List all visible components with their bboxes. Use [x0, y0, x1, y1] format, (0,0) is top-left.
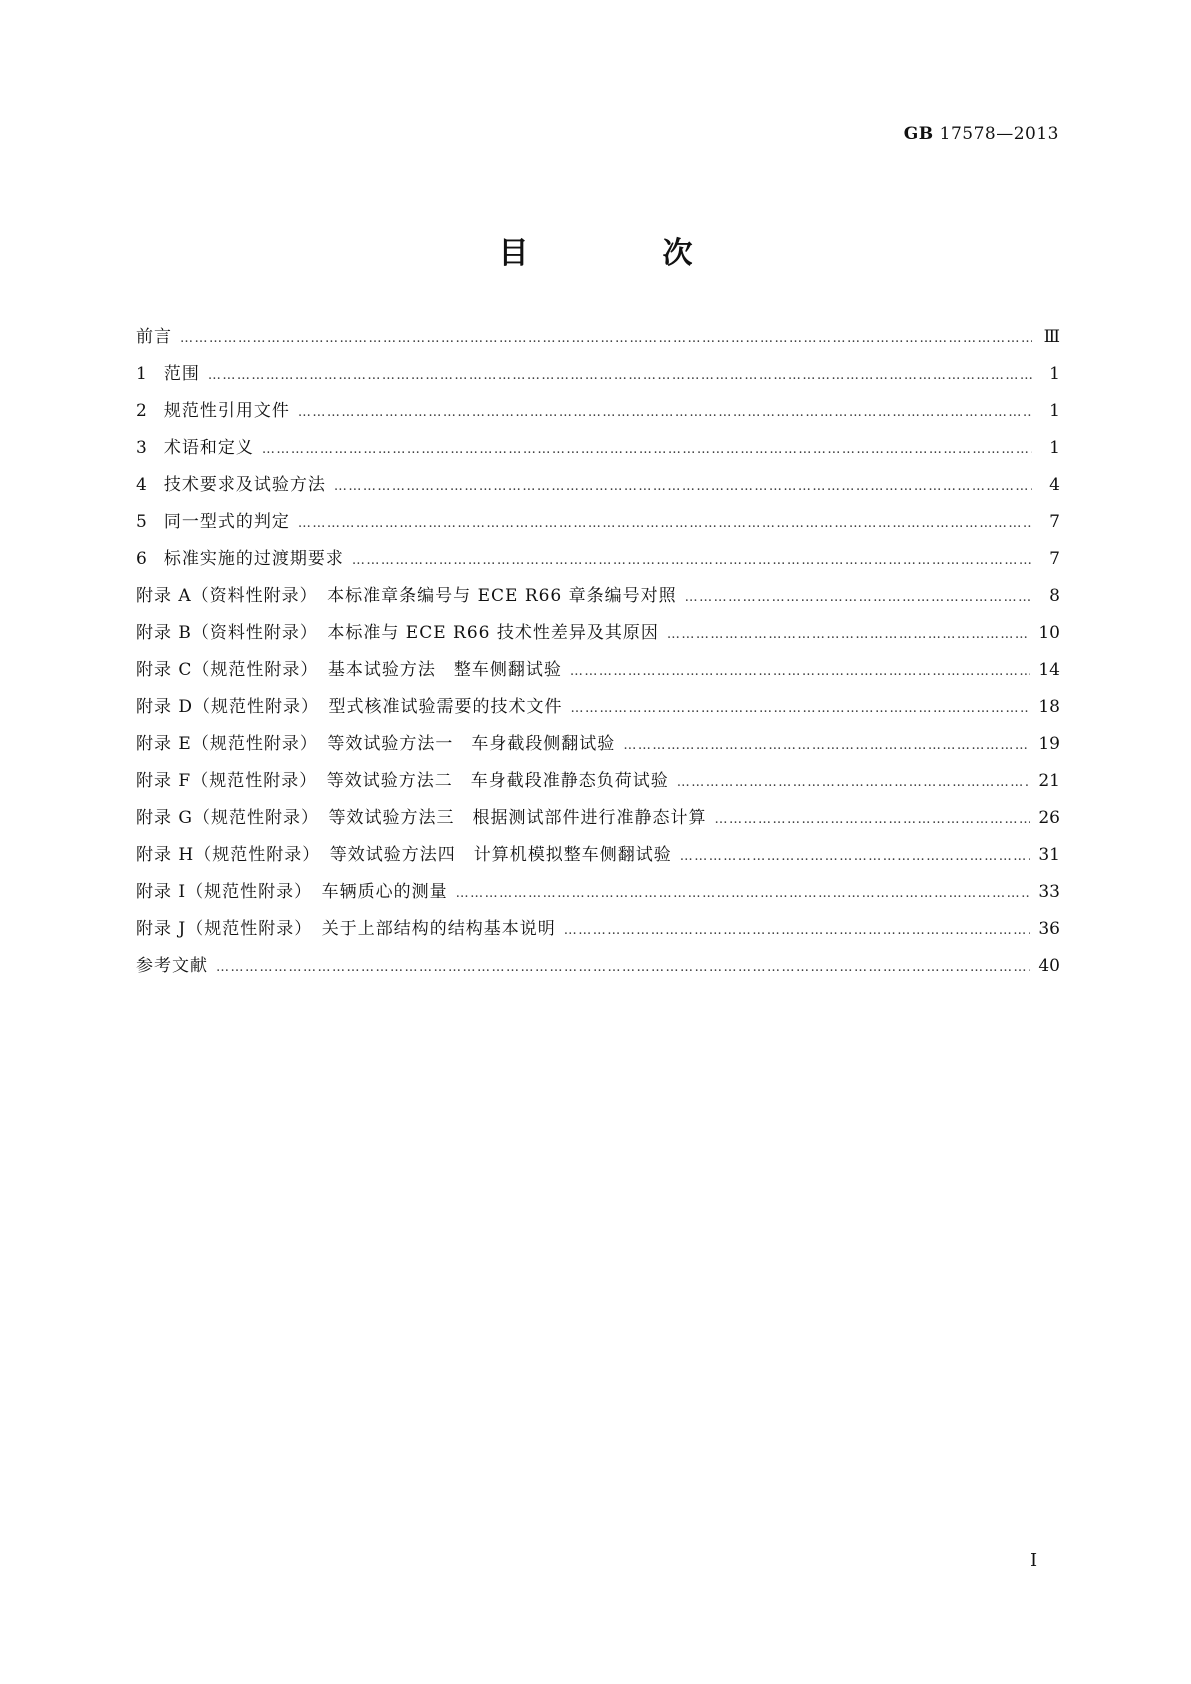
toc-entry[interactable] [136, 729, 1060, 766]
toc-entry-number: 3 [136, 438, 148, 458]
toc-entry-title [136, 914, 556, 939]
toc-entry-title [136, 877, 448, 902]
toc-dot-leader [180, 331, 1032, 346]
toc-entry-title [136, 766, 669, 791]
toc-entry-label: 附录 H（规范性附录） 等效试验方法四 计算机模拟整车侧翻试验 [136, 845, 672, 865]
toc-entry-title [136, 544, 344, 569]
toc-entry-number: 1 [136, 364, 148, 384]
toc-entry-number: 6 [136, 549, 148, 569]
toc-entry-label: 附录 I（规范性附录） 车辆质心的测量 [136, 882, 448, 902]
toc-entry-page: 1 [1049, 401, 1060, 421]
toc-entry-title [136, 433, 254, 458]
toc-entry-title [136, 655, 562, 680]
toc-entry-label: 附录 G（规范性附录） 等效试验方法三 根据测试部件进行准静态计算 [136, 808, 707, 828]
toc-entry[interactable] [136, 766, 1060, 803]
toc-entry-page: 26 [1038, 808, 1060, 828]
toc-entry-page: 1 [1049, 438, 1060, 458]
table-of-contents [136, 322, 1060, 988]
toc-entry-label: 技术要求及试验方法 [163, 475, 326, 495]
toc-entry-page: 40 [1038, 956, 1060, 976]
toc-entry-title [136, 729, 615, 754]
toc-dot-leader [667, 627, 1030, 642]
toc-entry[interactable] [136, 840, 1060, 877]
toc-entry-page: 18 [1038, 697, 1060, 717]
toc-entry-title [136, 951, 208, 976]
toc-entry[interactable] [136, 618, 1060, 655]
toc-entry-page: 21 [1038, 771, 1060, 791]
toc-entry-page: 19 [1038, 734, 1060, 754]
toc-entry-page: 1 [1049, 364, 1060, 384]
toc-entry-label: 术语和定义 [163, 438, 254, 458]
toc-dot-leader [570, 664, 1030, 679]
toc-entry-page: Ⅲ [1043, 327, 1060, 347]
toc-entry-title [136, 581, 677, 606]
toc-entry[interactable] [136, 433, 1060, 470]
toc-entry-label: 范围 [163, 364, 200, 384]
toc-entry-title [136, 322, 172, 347]
toc-entry-label: 参考文献 [136, 956, 208, 976]
toc-entry-page: 10 [1038, 623, 1060, 643]
toc-dot-leader [685, 590, 1032, 605]
toc-entry-number: 5 [136, 512, 148, 532]
toc-entry-label: 附录 F（规范性附录） 等效试验方法二 车身截段准静态负荷试验 [136, 771, 669, 791]
toc-entry-title [136, 840, 672, 865]
toc-dot-leader [298, 516, 1032, 531]
toc-entry[interactable] [136, 581, 1060, 618]
toc-entry-label: 同一型式的判定 [163, 512, 290, 532]
toc-entry-number: 4 [136, 475, 148, 495]
toc-entry-page: 7 [1049, 549, 1060, 569]
toc-entry-number: 2 [136, 401, 148, 421]
toc-entry-title [136, 692, 563, 717]
toc-dot-leader [208, 368, 1032, 383]
toc-entry-page: 33 [1038, 882, 1060, 902]
toc-entry-label: 附录 C（规范性附录） 基本试验方法 整车侧翻试验 [136, 660, 562, 680]
toc-dot-leader [298, 405, 1032, 420]
toc-entry-label: 附录 D（规范性附录） 型式核准试验需要的技术文件 [136, 697, 563, 717]
page-title: 目 次 [498, 236, 745, 271]
toc-entry-page: 36 [1038, 919, 1060, 939]
toc-entry-label: 规范性引用文件 [163, 401, 290, 421]
toc-dot-leader [714, 812, 1030, 827]
page-number: I [1030, 1550, 1038, 1571]
toc-entry-label: 附录 J（规范性附录） 关于上部结构的结构基本说明 [136, 919, 556, 939]
toc-dot-leader [571, 701, 1031, 716]
toc-entry[interactable] [136, 396, 1060, 433]
standard-code-number: 17578—2013 [939, 124, 1059, 144]
toc-entry-title [136, 470, 326, 495]
standard-code [904, 124, 1059, 144]
toc-entry-title [136, 396, 290, 421]
toc-entry[interactable] [136, 803, 1060, 840]
toc-entry-label: 附录 B（资料性附录） 本标准与 ECE R66 技术性差异及其原因 [136, 623, 659, 643]
toc-entry-page: 31 [1038, 845, 1060, 865]
toc-entry-page: 14 [1038, 660, 1060, 680]
toc-dot-leader [564, 923, 1031, 938]
toc-entry[interactable] [136, 951, 1060, 988]
toc-dot-leader [334, 479, 1032, 494]
toc-dot-leader [680, 849, 1031, 864]
toc-entry-page: 7 [1049, 512, 1060, 532]
toc-dot-leader [456, 886, 1031, 901]
toc-entry[interactable] [136, 877, 1060, 914]
toc-entry[interactable] [136, 544, 1060, 581]
toc-entry-page: 8 [1049, 586, 1060, 606]
toc-dot-leader [352, 553, 1032, 568]
toc-entry[interactable] [136, 322, 1060, 359]
toc-entry[interactable] [136, 692, 1060, 729]
toc-entry-label: 前言 [136, 327, 172, 347]
toc-entry-label: 附录 A（资料性附录） 本标准章条编号与 ECE R66 章条编号对照 [136, 586, 677, 606]
toc-dot-leader [262, 442, 1032, 457]
toc-dot-leader [623, 738, 1030, 753]
toc-entry[interactable] [136, 914, 1060, 951]
toc-dot-leader [216, 960, 1030, 975]
toc-dot-leader [677, 775, 1031, 790]
toc-entry-title [136, 803, 706, 828]
toc-entry-title [136, 618, 659, 643]
toc-entry-label: 标准实施的过渡期要求 [163, 549, 344, 569]
toc-entry-title [136, 359, 200, 384]
standard-code-prefix: GB [903, 124, 934, 144]
toc-entry[interactable] [136, 507, 1060, 544]
toc-entry-page: 4 [1049, 475, 1060, 495]
toc-entry[interactable] [136, 359, 1060, 396]
toc-entry-title [136, 507, 290, 532]
toc-entry[interactable] [136, 470, 1060, 507]
toc-entry[interactable] [136, 655, 1060, 692]
toc-entry-label: 附录 E（规范性附录） 等效试验方法一 车身截段侧翻试验 [136, 734, 616, 754]
